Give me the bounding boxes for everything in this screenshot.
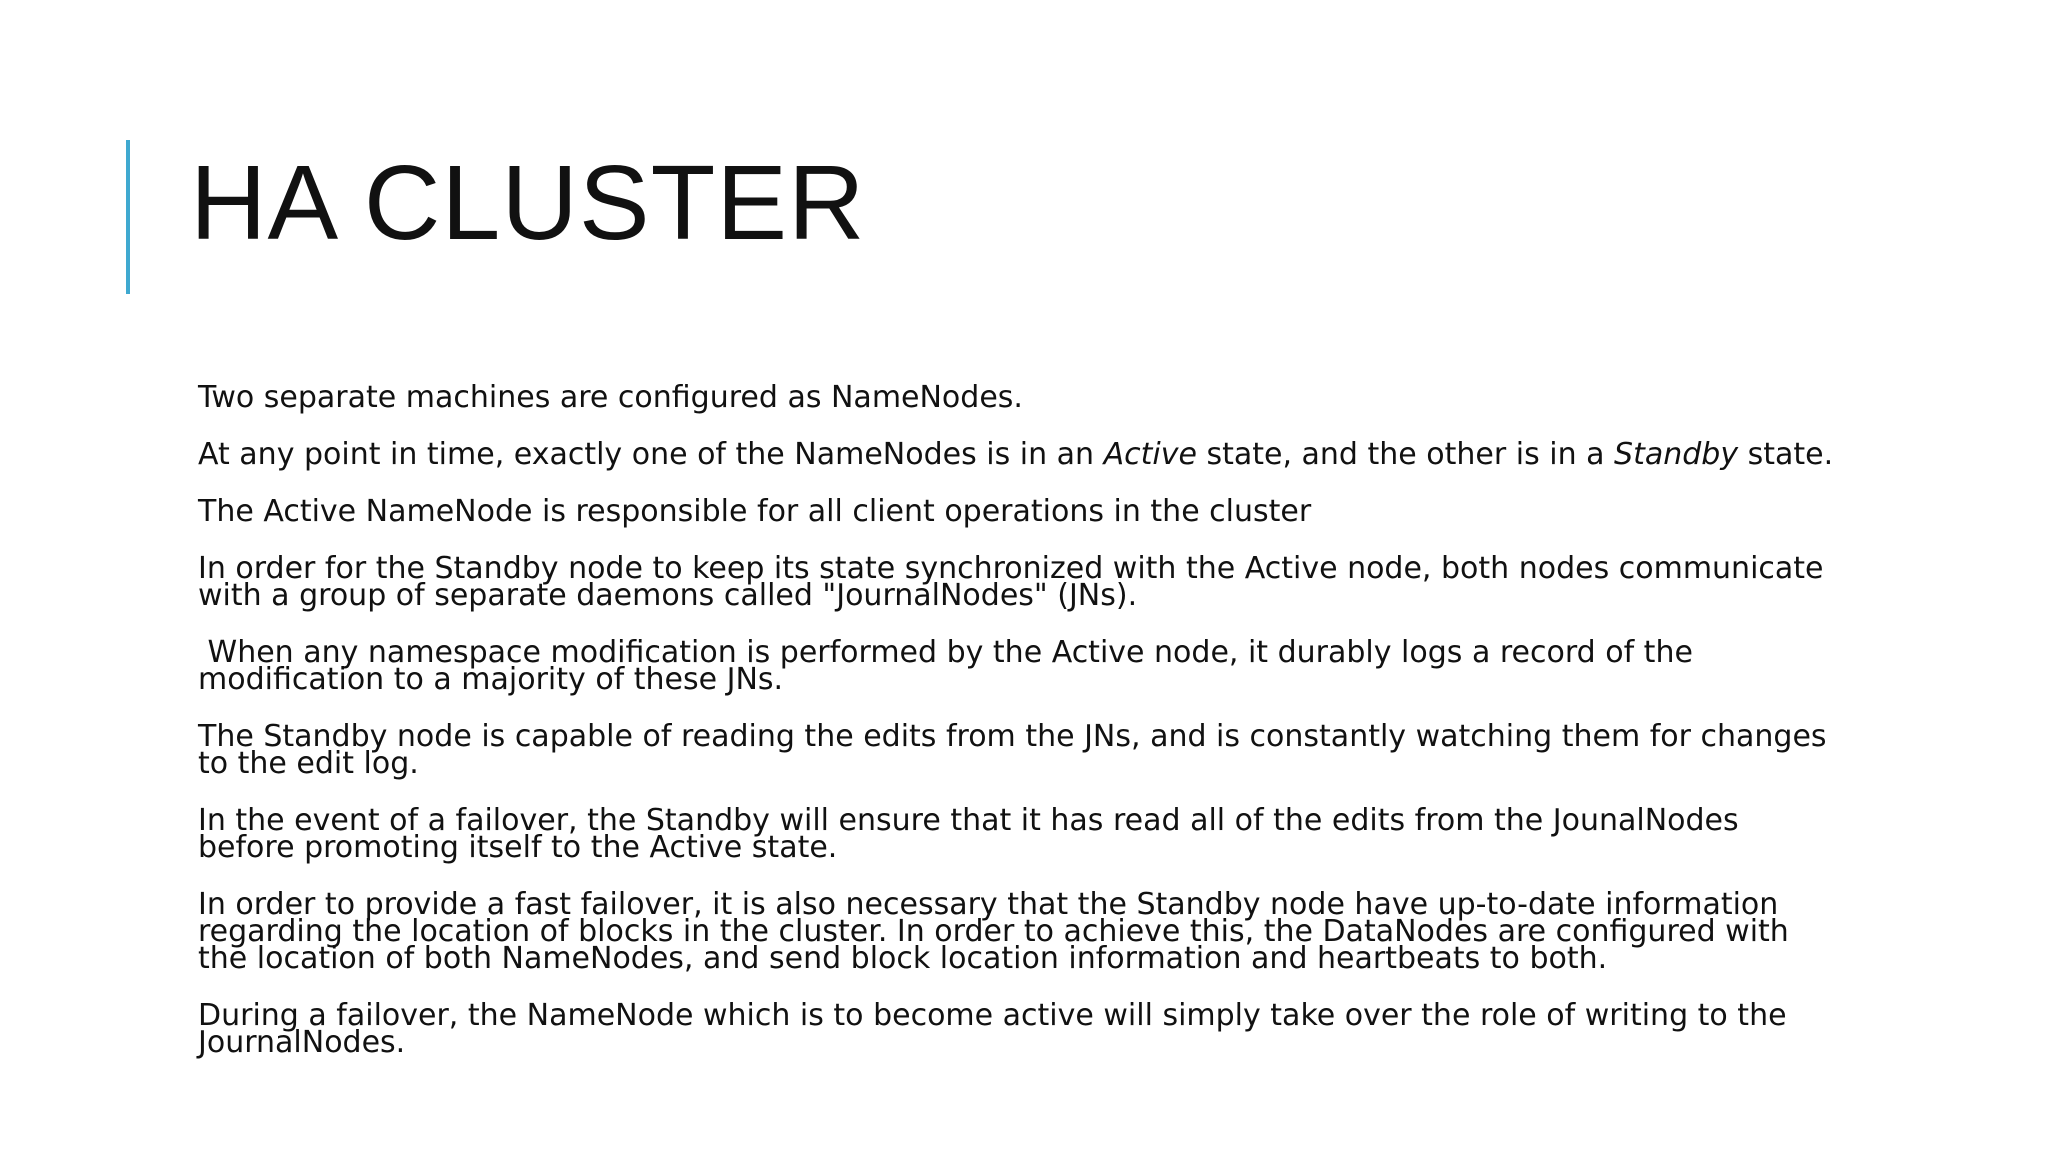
active-term: Active — [1103, 437, 1197, 472]
title-accent-bar — [126, 140, 130, 294]
paragraph-namespace-modification: When any namespace modification is performed by the Active node, it durably logs a record of the modification to a majority of these JNs. — [198, 635, 1703, 697]
paragraph-failover-edits: In the event of a failover, the Standby will ensure that it has read all of the edits from the JounalNodes before promoting itself to the Active state. — [198, 803, 1739, 865]
standby-term: Standby — [1614, 437, 1739, 472]
paragraph-standby-reading: The Standby node is capable of reading the edits from the JNs, and is constantly watching them for changes to the edit log. — [198, 719, 1827, 781]
slide-title: HA CLUSTER — [190, 144, 866, 262]
paragraph-text: state, and the other is in a — [1196, 437, 1615, 472]
paragraph-active-standby — [198, 437, 1838, 472]
paragraph-text: At any point in time, exactly one of the NameNodes is in an — [198, 437, 1104, 472]
slide-body — [198, 380, 1838, 1086]
paragraph-namenodes: Two separate machines are configured as NameNodes. — [198, 380, 1023, 415]
paragraph-failover-writing: During a failover, the NameNode which is to become active will simply take over the role of writing to the JournalNodes. — [198, 998, 1787, 1060]
paragraph-journalnodes: In order for the Standby node to keep its state synchronized with the Active node, both nodes communicate with a group of separate daemons called "JournalNodes" (JNs). — [198, 551, 1824, 613]
paragraph-text: state. — [1738, 437, 1834, 472]
paragraph-fast-failover: In order to provide a fast failover, it is also necessary that the Standby node have up-to-date information regarding the location of blocks in the cluster. In order to achieve this, the DataNodes are configured with the location of both NameNodes, and send block location information and heartbeats to both. — [198, 887, 1789, 976]
paragraph-client-operations: The Active NameNode is responsible for all client operations in the cluster — [198, 494, 1312, 529]
